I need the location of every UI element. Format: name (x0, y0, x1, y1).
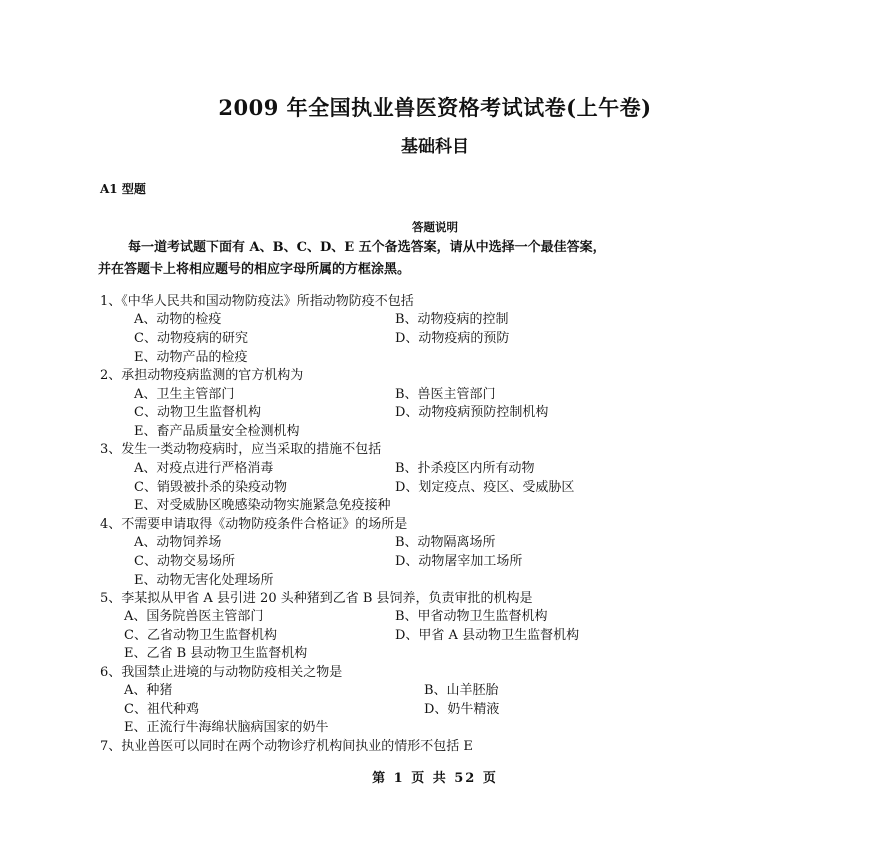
question-6-option-b: B、山羊胚胎 (424, 683, 499, 698)
question-1: 1、《中华人民共和国动物防疫法》所指动物防疫不包括 (100, 294, 414, 309)
question-6: 6、我国禁止进境的与动物防疫相关之物是 (100, 665, 343, 680)
question-1-option-c: C、动物疫病的研究 (134, 331, 248, 346)
question-6-option-a: A、种猪 (124, 683, 173, 698)
page-footer: 第 1 页 共 52 页 (372, 771, 498, 786)
question-3-option-b: B、扑杀疫区内所有动物 (395, 461, 535, 476)
question-3-option-a: A、对疫点进行严格消毒 (134, 461, 274, 476)
question-5-option-b: B、甲省动物卫生监督机构 (395, 609, 548, 624)
question-2: 2、承担动物疫病监测的官方机构为 (100, 368, 304, 383)
instructions-heading: 答题说明 (412, 220, 458, 234)
question-1-option-a: A、动物的检疫 (134, 312, 222, 327)
question-2-option-b: B、兽医主管部门 (395, 387, 496, 402)
question-6-option-e: E、正流行牛海绵状脑病国家的奶牛 (124, 720, 329, 735)
question-5-option-a: A、国务院兽医主管部门 (124, 609, 264, 624)
question-1-option-e: E、动物产品的检疫 (134, 350, 248, 365)
question-5-option-e: E、乙省 B 县动物卫生监督机构 (124, 646, 308, 661)
question-4: 4、不需要申请取得《动物防疫条件合格证》的场所是 (100, 517, 408, 532)
question-4-option-d: D、动物屠宰加工场所 (395, 554, 523, 569)
question-4-option-c: C、动物交易场所 (134, 554, 235, 569)
page-title: 2009 年全国执业兽医资格考试试卷(上午卷) (218, 95, 652, 120)
question-4-option-a: A、动物饲养场 (134, 535, 222, 550)
instructions-line-2: 并在答题卡上将相应题号的相应字母所属的方框涂黑。 (98, 262, 411, 277)
question-5-option-d: D、甲省 A 县动物卫生监督机构 (395, 628, 580, 643)
question-3: 3、发生一类动物疫病时，应当采取的措施不包括 (100, 442, 382, 457)
question-2-option-a: A、卫生主管部门 (134, 387, 235, 402)
instructions-line-1: 每一道考试题下面有 A、B、C、D、E 五个备选答案，请从中选择一个最佳答案， (128, 240, 606, 255)
question-1-option-d: D、动物疫病的预防 (395, 331, 510, 346)
question-5: 5、李某拟从甲省 A 县引进 20 头种猪到乙省 B 县饲养，负责审批的机构是 (100, 591, 533, 606)
page-subtitle: 基础科目 (401, 137, 469, 157)
question-2-option-c: C、动物卫生监督机构 (134, 405, 261, 420)
question-3-option-e: E、对受威胁区晚感染动物实施紧急免疫接种 (134, 498, 391, 513)
question-5-option-c: C、乙省动物卫生监督机构 (124, 628, 277, 643)
question-6-option-d: D、奶牛精液 (424, 702, 500, 717)
question-4-option-e: E、动物无害化处理场所 (134, 573, 274, 588)
question-7: 7、执业兽医可以同时在两个动物诊疗机构间执业的情形不包括 E (100, 739, 473, 754)
question-4-option-b: B、动物隔离场所 (395, 535, 496, 550)
question-3-option-d: D、划定疫点、疫区、受威胁区 (395, 480, 575, 495)
section-heading: A1 型题 (100, 182, 146, 196)
question-6-option-c: C、祖代种鸡 (124, 702, 199, 717)
question-2-option-d: D、动物疫病预防控制机构 (395, 405, 549, 420)
question-1-option-b: B、动物疫病的控制 (395, 312, 509, 327)
question-3-option-c: C、销毁被扑杀的染疫动物 (134, 480, 287, 495)
question-2-option-e: E、畜产品质量安全检测机构 (134, 424, 300, 439)
